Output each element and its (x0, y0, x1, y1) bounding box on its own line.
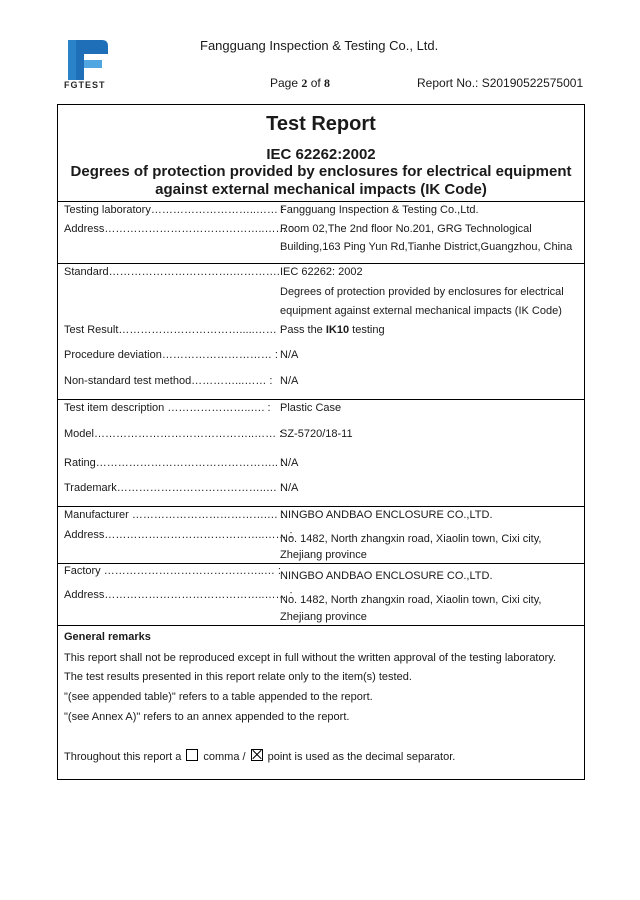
manufacturer-address-line: No. 1482, North zhangxin road, Xiaolin town, Cixi city, (280, 533, 542, 545)
factory-address-label: Address……………………………………..…… : (64, 589, 293, 601)
standard-line: IEC 62262: 2002 (280, 266, 363, 278)
rating-label: Rating………………………………………….. : (64, 457, 285, 469)
test-result-label: Test Result…………………………….....…… : (64, 324, 283, 336)
decimal-separator-line: Throughout this report a comma / point is used as the decimal separator. (64, 751, 456, 763)
trademark-label: Trademark…………………………………..… : (64, 482, 283, 494)
non-standard-value: N/A (280, 375, 299, 387)
testing-lab-value: Fangguang Inspection & Testing Co.,Ltd. (280, 204, 479, 216)
model-label: Model……………………………………..…… : (64, 428, 283, 440)
divider (57, 263, 585, 264)
factory-address-line: No. 1482, North zhangxin road, Xiaolin town, Cixi city, (280, 594, 542, 606)
remark-line: This report shall not be reproduced except in full without the written approval of the testing laboratory. (64, 652, 557, 664)
factory-value: NINGBO ANDBAO ENCLOSURE CO.,LTD. (280, 570, 493, 582)
general-remarks-heading: General remarks (64, 631, 151, 643)
subtitle-line-1: Degrees of protection provided by enclosures for electrical equipment (70, 163, 572, 180)
company-name: Fangguang Inspection & Testing Co., Ltd. (200, 38, 439, 53)
manufacturer-label: Manufacturer ……………………………….… : (64, 509, 285, 521)
subtitle-line-2: against external mechanical impacts (IK Code) (155, 181, 487, 198)
comma-checkbox[interactable] (186, 749, 198, 761)
lab-address-label: Address……………………………………..…… : (64, 223, 293, 235)
model-value: SZ-5720/18-11 (280, 428, 353, 440)
point-checkbox[interactable] (251, 749, 263, 761)
remark-line: "(see appended table)" refers to a table appended to the report. (64, 691, 373, 703)
standard-label: Standard…………………………….…………. : (64, 266, 286, 278)
testing-lab-label: Testing laboratory………………………..…… : (64, 204, 285, 216)
procedure-deviation-value: N/A (280, 349, 299, 361)
procedure-deviation-label: Procedure deviation………………………… : (64, 349, 278, 361)
test-result-value: Pass the IK10 testing (280, 324, 385, 336)
report-number: Report No.: S20190522575001 (417, 76, 584, 90)
divider (57, 399, 585, 400)
non-standard-label: Non-standard test method…………...…… : (64, 375, 273, 387)
remark-line: "(see Annex A)" refers to an annex appended to the report. (64, 711, 350, 723)
divider (57, 625, 585, 626)
standard-line: Degrees of protection provided by enclosures for electrical (280, 286, 564, 298)
standard-line: equipment against external mechanical impacts (IK Code) (280, 305, 562, 317)
manufacturer-address-label: Address……………………………………..…… : (64, 529, 293, 541)
test-item-value: Plastic Case (280, 402, 342, 414)
trademark-value: N/A (280, 482, 299, 494)
divider (57, 563, 585, 564)
rating-value: N/A (280, 457, 299, 469)
manufacturer-address-line: Zhejiang province (280, 549, 367, 561)
divider (57, 201, 585, 202)
report-title: Test Report (266, 113, 376, 135)
factory-address-line: Zhejiang province (280, 611, 367, 623)
standard-title: IEC 62262:2002 (266, 146, 376, 163)
divider (57, 506, 585, 507)
lab-address-line: Building,163 Ping Yun Rd,Tianhe District,Guangzhou, China (280, 241, 573, 253)
factory-label: Factory ……………………………………..… : (64, 565, 281, 577)
test-item-label: Test item description …………………..…. : (64, 402, 271, 414)
lab-address-line: Room 02,The 2nd floor No.201, GRG Technological (280, 223, 532, 235)
remark-line: The test results presented in this report relate only to the item(s) tested. (64, 671, 412, 683)
logo-text: FGTEST (64, 80, 106, 90)
manufacturer-value: NINGBO ANDBAO ENCLOSURE CO.,LTD. (280, 509, 493, 521)
page-number: Page 2 of 8 (270, 76, 331, 90)
